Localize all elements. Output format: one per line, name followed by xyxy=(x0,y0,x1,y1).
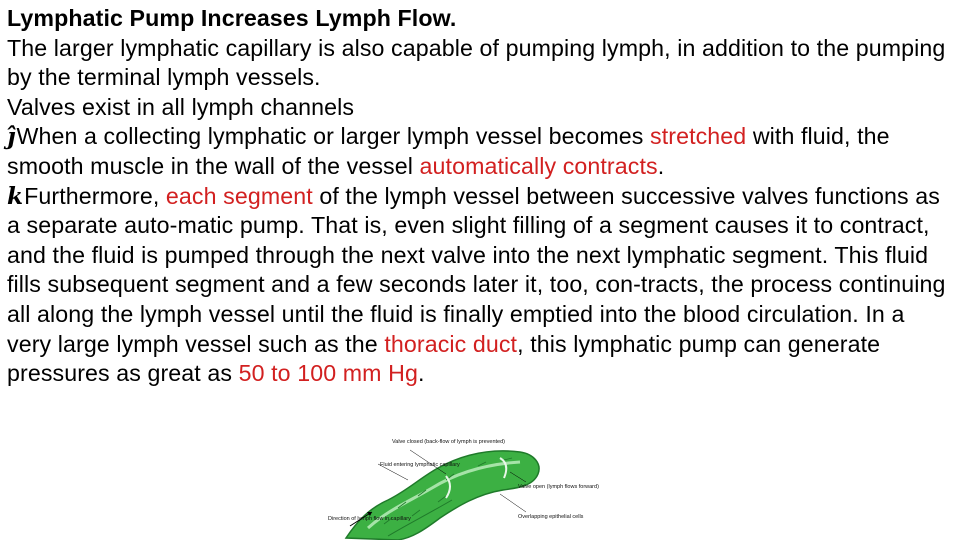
highlight-stretched: stretched xyxy=(650,123,747,150)
highlight-thoracic-duct: thoracic duct xyxy=(384,330,518,357)
label-valve-closed: Valve closed (back-flow of lymph is prevented) xyxy=(392,439,506,445)
highlight-each-segment: each segment xyxy=(165,182,313,209)
bullet-icon: k xyxy=(7,182,24,210)
text-run: . xyxy=(417,360,425,387)
text-run: . xyxy=(657,152,665,179)
highlight-pressure: 50 to 100 mm Hg xyxy=(238,360,418,387)
paragraph-segment-pump xyxy=(7,182,952,389)
paragraph-valves: Valves exist in all lymph channels xyxy=(7,93,355,120)
paragraph-stretch xyxy=(7,122,952,181)
text-run: When a collecting lymphatic or larger lymph vessel becomes xyxy=(16,123,651,150)
text-run: , this lymphatic pump can generate pressures as great as xyxy=(7,330,881,387)
label-overlapping: Overlapping epithelial cells xyxy=(518,514,584,520)
label-fluid-entering: Fluid entering lymphatic capillary xyxy=(380,462,460,468)
title-bold: Lymphatic Pump Increases Lymph Flow xyxy=(7,5,450,31)
text-run: of the lymph vessel between successive valves functions as a separate auto-matic pump. That is, even slight filling of a segment causes it to contract, and the fluid is pumped through the next valve into the next lymphatic segment. This fluid fills subsequent segment and a few seconds later it, too, con-tracts, the process continuing all along the lymph vessel until the fluid is finally emptied into the blood circulation. In a very large lymph vessel such as the xyxy=(7,182,946,357)
slide-body xyxy=(7,4,952,389)
text-run: Furthermore, xyxy=(24,182,166,209)
bullet-icon: ĵ xyxy=(7,123,16,151)
text-run: with fluid, the smooth muscle in the wall of the vessel xyxy=(7,123,890,179)
paragraph-lymphatic-capillary: The larger lymphatic capillary is also capable of pumping lymph, in addition to the pumping by the terminal lymph vessels. xyxy=(7,34,946,91)
title-period: . xyxy=(449,5,457,31)
label-direction: Direction of lymph flow in capillary xyxy=(328,516,411,522)
highlight-automatically-contracts: automatically contracts xyxy=(419,152,658,179)
lymph-vessel-illustration xyxy=(328,438,599,540)
label-valve-open: Valve open (lymph flows forward) xyxy=(518,484,599,490)
slide-title xyxy=(7,4,952,34)
lymphatic-capillary-figure xyxy=(328,438,599,540)
